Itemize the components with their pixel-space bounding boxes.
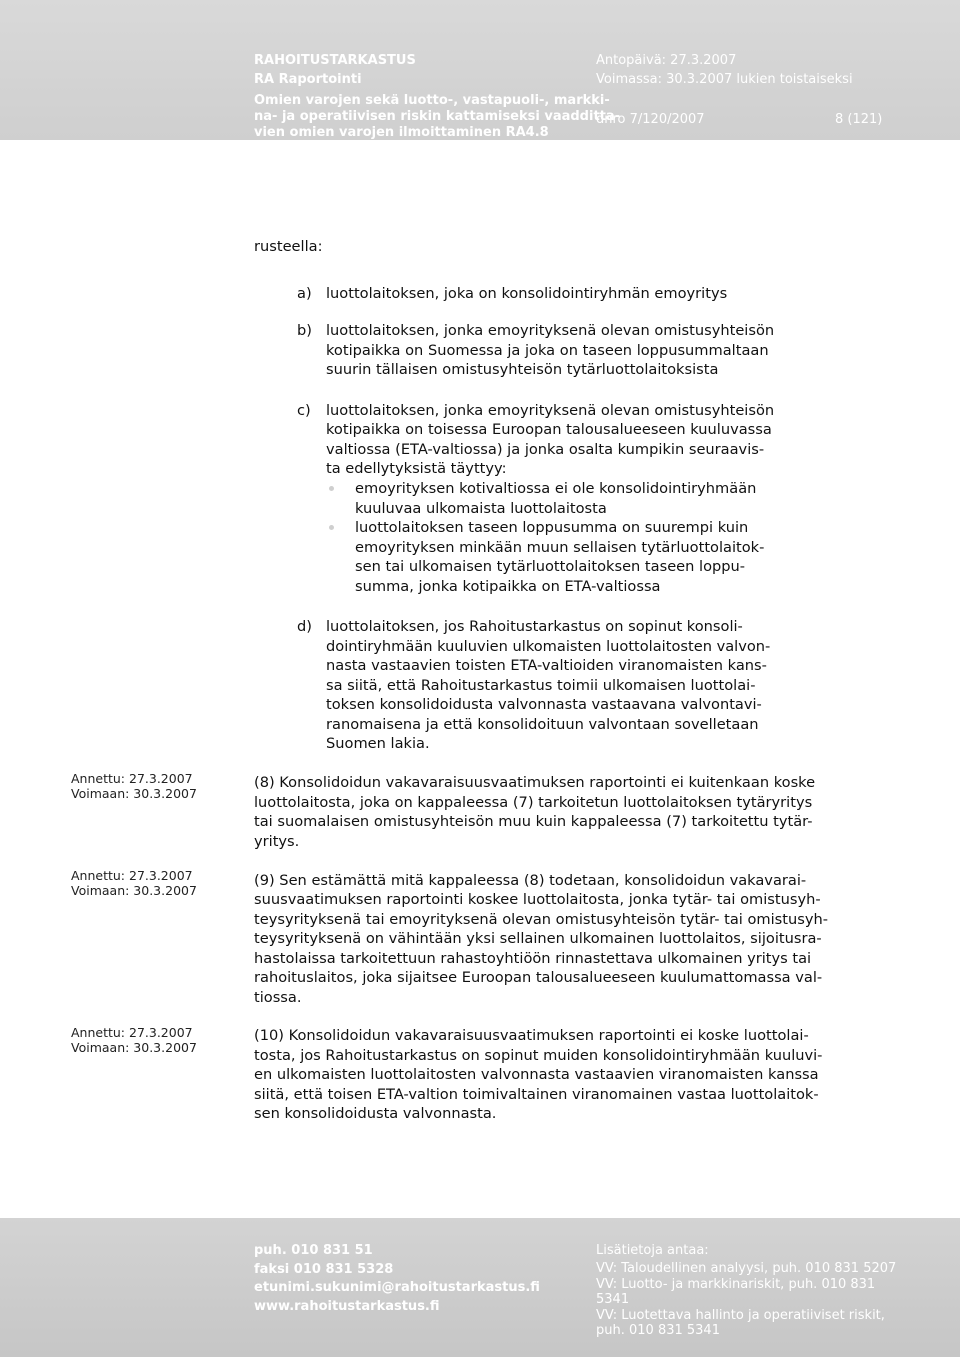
item-d-text: dointiryhmään kuuluvien ulkomaisten luottolaitosten valvon-	[326, 638, 771, 655]
item-c-text: ta edellytyksistä täyttyy:	[326, 460, 507, 477]
paragraph-line: teysyrityksenä on vähintään yksi sellainen ulkomainen luottolaitos, sijoitusra-	[254, 930, 822, 947]
page-header	[0, 0, 960, 140]
paragraph-line: yritys.	[254, 833, 300, 850]
footer-fax: faksi 010 831 5328	[254, 1262, 394, 1277]
paragraph-line: siitä, että toisen ETA-valtion toimivaltainen viranomainen vastaa luottolaitok-	[254, 1086, 819, 1103]
page-footer	[0, 1218, 960, 1357]
paragraph-line: en ulkomaisten luottolaitosten valvonnasta vastaavien viranomaisten kanssa	[254, 1066, 819, 1083]
paragraph-line: tiossa.	[254, 989, 302, 1006]
margin-issued: Annettu: 27.3.2007	[71, 771, 193, 786]
item-marker: c)	[297, 402, 311, 419]
item-b-text: luottolaitoksen, jonka emoyrityksenä olevan omistusyhteisön	[326, 322, 775, 339]
item-c-text: valtiossa (ETA-valtiossa) ja jonka osalta kumpikin seuraavis-	[326, 441, 765, 458]
page-number: 8 (121)	[835, 112, 883, 127]
org-name: RAHOITUSTARKASTUS	[254, 53, 416, 68]
intro-text: rusteella:	[254, 238, 323, 255]
footer-contact-line: 5341	[596, 1292, 630, 1307]
item-marker: a)	[297, 285, 312, 302]
paragraph-line: suusvaatimuksen raportointi koskee luottolaitosta, jonka tytär- tai omistusyh-	[254, 891, 821, 908]
paragraph-line: (10) Konsolidoidun vakavaraisuusvaatimuksen raportointi ei koske luottolai-	[254, 1027, 809, 1044]
bullet-icon	[329, 486, 334, 491]
paragraph-line: teysyrityksenä tai emoyrityksenä olevan omistusyhteisön tytär- tai omistusyh-	[254, 911, 829, 928]
paragraph-line: rahoituslaitos, joka sijaitsee Euroopan talousalueeseen kuulumattomassa val-	[254, 969, 823, 986]
paragraph-line: tai suomalaisen omistusyhteisön muu kuin kappaleessa (7) tarkoitettu tytär-	[254, 813, 813, 830]
margin-issued: Annettu: 27.3.2007	[71, 868, 193, 883]
footer-contact-line: VV: Luotto- ja markkinariskit, puh. 010 831	[596, 1277, 876, 1292]
footer-contact-line: VV: Taloudellinen analyysi, puh. 010 831 5207	[596, 1261, 897, 1276]
item-c-text: luottolaitoksen, jonka emoyrityksenä olevan omistusyhteisön	[326, 402, 775, 419]
doc-title-line: Omien varojen sekä luotto-, vastapuoli-, markki-	[254, 93, 610, 108]
paragraph-line: hastolaissa tarkoitettuun rahastoyhtiöön rinnastettava ulkomainen yritys tai	[254, 950, 812, 967]
item-marker: d)	[297, 618, 312, 635]
doc-title-line: na- ja operatiivisen riskin kattamiseksi vaadditta-	[254, 109, 621, 124]
footer-contact-title: Lisätietoja antaa:	[596, 1243, 709, 1258]
item-b-text: suurin tällaisen omistusyhteisön tytärluottolaitoksista	[326, 361, 719, 378]
item-b-text: kotipaikka on Suomessa ja joka on taseen loppusummaltaan	[326, 342, 769, 359]
paragraph-line: (8) Konsolidoidun vakavaraisuusvaatimuksen raportointi ei kuitenkaan koske	[254, 774, 816, 791]
item-d-text: ranomaisena ja että konsolidoituun valvontaan sovelletaan	[326, 716, 759, 733]
doc-title-line: vien omien varojen ilmoittaminen RA4.8	[254, 125, 549, 140]
item-a-text: luottolaitoksen, joka on konsolidointiryhmän emoyritys	[326, 285, 728, 302]
footer-contact-line: puh. 010 831 5341	[596, 1323, 720, 1338]
paragraph-line: tosta, jos Rahoitustarkastus on sopinut muiden konsolidointiryhmään kuuluvi-	[254, 1047, 823, 1064]
item-d-text: luottolaitoksen, jos Rahoitustarkastus on sopinut konsoli-	[326, 618, 743, 635]
item-d-text: Suomen lakia.	[326, 735, 430, 752]
bullet-icon	[329, 525, 334, 530]
doc-type: RA Raportointi	[254, 72, 362, 87]
bullet-text: kuuluvaa ulkomaista luottolaitosta	[355, 500, 607, 517]
paragraph-line: (9) Sen estämättä mitä kappaleessa (8) todetaan, konsolidoidun vakavarai-	[254, 872, 807, 889]
margin-effective: Voimaan: 30.3.2007	[71, 786, 197, 801]
item-d-text: sa siitä, että Rahoitustarkastus toimii ulkomaisen luottolai-	[326, 677, 756, 694]
bullet-text: summa, jonka kotipaikka on ETA-valtiossa	[355, 578, 661, 595]
footer-email[interactable]: etunimi.sukunimi@rahoitustarkastus.fi	[254, 1280, 540, 1295]
paragraph-line: sen konsolidoidusta valvonnasta.	[254, 1105, 497, 1122]
paragraph-line: luottolaitosta, joka on kappaleessa (7) tarkoitetun luottolaitoksen tytäryritys	[254, 794, 813, 811]
item-c-text: kotipaikka on toisessa Euroopan talousalueeseen kuuluvassa	[326, 421, 772, 438]
margin-effective: Voimaan: 30.3.2007	[71, 883, 197, 898]
footer-contact-line: VV: Luotettava hallinto ja operatiiviset riskit,	[596, 1308, 885, 1323]
footer-website-link[interactable]: www.rahoitustarkastus.fi	[254, 1299, 440, 1314]
footer-phone: puh. 010 831 51	[254, 1243, 373, 1258]
bullet-text: sen tai ulkomaisen tytärluottolaitoksen taseen loppu-	[355, 558, 746, 575]
bullet-text: luottolaitoksen taseen loppusumma on suurempi kuin	[355, 519, 749, 536]
bullet-text: emoyrityksen kotivaltiossa ei ole konsolidointiryhmään	[355, 480, 757, 497]
item-d-text: toksen konsolidoidusta valvonnasta vastaavana valvontavi-	[326, 696, 762, 713]
doc-number: dnro 7/120/2007	[596, 112, 705, 127]
issue-date: Antopäivä: 27.3.2007	[596, 53, 737, 68]
item-marker: b)	[297, 322, 312, 339]
margin-effective: Voimaan: 30.3.2007	[71, 1040, 197, 1055]
valid-date: Voimassa: 30.3.2007 lukien toistaiseksi	[596, 72, 853, 87]
item-d-text: nasta vastaavien toisten ETA-valtioiden viranomaisten kans-	[326, 657, 767, 674]
bullet-text: emoyrityksen minkään muun sellaisen tytärluottolaitok-	[355, 539, 765, 556]
margin-issued: Annettu: 27.3.2007	[71, 1025, 193, 1040]
